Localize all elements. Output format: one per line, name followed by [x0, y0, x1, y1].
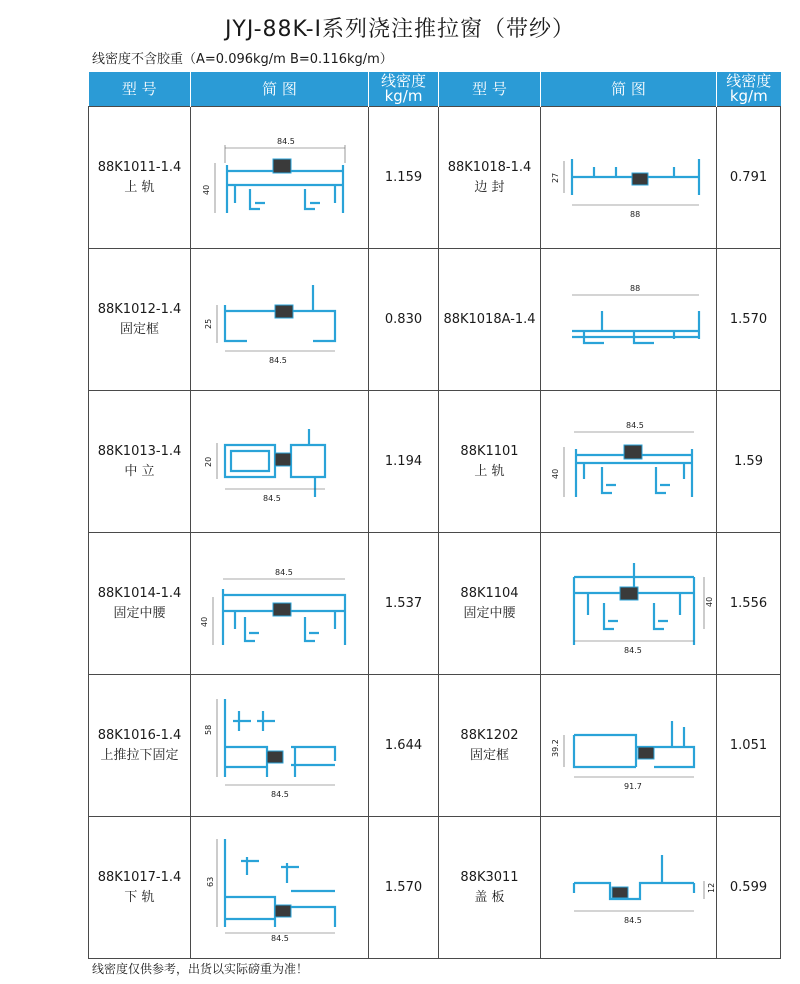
model-cell	[89, 107, 191, 249]
density-value: 1.570	[717, 249, 781, 391]
profile-diagram-88K1017	[195, 833, 365, 943]
profile-diagram-88K1011	[195, 123, 365, 233]
diagram-cell	[191, 107, 369, 249]
model-name: 固定框	[469, 747, 509, 763]
dimension-label: 25	[203, 318, 213, 329]
model-name: 上 轨	[124, 179, 155, 195]
density-value: 1.59	[717, 391, 781, 533]
dimension-label: 84.5	[274, 567, 293, 577]
model-cell	[89, 249, 191, 391]
density-note: 线密度不含胶重（A=0.096kg/m B=0.116kg/m）	[92, 52, 393, 67]
table-header-row	[89, 72, 781, 107]
model-cell	[89, 533, 191, 675]
model-name: 边 封	[474, 179, 505, 195]
dimension-label: 84.5	[623, 915, 642, 925]
model-name: 上 轨	[474, 463, 505, 479]
header-diagram: 简 图	[191, 72, 369, 107]
header-density-unit: kg/m	[384, 87, 423, 105]
diagram-cell	[541, 817, 717, 959]
model-code: 88K1018A-1.4	[443, 311, 536, 327]
dimension-label: 84.5	[262, 493, 281, 503]
model-cell	[439, 817, 541, 959]
page-title: JYJ-88K-Ⅰ系列浇注推拉窗（带纱）	[224, 17, 576, 42]
density-value: 1.159	[369, 107, 439, 249]
dimension-label: 84.5	[270, 933, 289, 943]
table-row	[89, 249, 781, 391]
header-density	[717, 72, 781, 107]
model-cell	[89, 675, 191, 817]
model-code: 88K1012-1.4	[97, 301, 182, 317]
table-row	[89, 675, 781, 817]
profile-diagram-88K1018	[544, 123, 714, 233]
profile-diagram-88K3011	[544, 833, 714, 943]
header-model: 型 号	[89, 72, 191, 107]
dimension-label: 84.5	[268, 355, 287, 365]
table-row	[89, 391, 781, 533]
density-value: 1.556	[717, 533, 781, 675]
dimension-label: 20	[203, 456, 213, 467]
profile-diagram-88K1202	[544, 691, 714, 801]
dimension-label: 84.5	[625, 420, 644, 430]
model-name: 固定中腰	[113, 605, 166, 621]
density-value: 0.791	[717, 107, 781, 249]
header-density-unit: kg/m	[729, 87, 768, 105]
diagram-cell	[191, 533, 369, 675]
model-name: 下 轨	[124, 889, 155, 905]
profile-diagram-88K1104	[544, 549, 714, 659]
dimension-label: 40	[550, 468, 560, 479]
profile-diagram-88K1012	[195, 265, 365, 375]
model-code: 88K3011	[460, 869, 519, 885]
model-cell	[439, 675, 541, 817]
model-code: 88K1016-1.4	[97, 727, 182, 743]
model-cell	[439, 533, 541, 675]
footnote: 线密度仅供参考，出货以实际磅重为准！	[92, 962, 309, 976]
diagram-cell	[541, 391, 717, 533]
dimension-label: 84.5	[623, 645, 642, 655]
model-code: 88K1014-1.4	[97, 585, 182, 601]
diagram-cell	[191, 249, 369, 391]
header-density	[369, 72, 439, 107]
model-cell	[89, 817, 191, 959]
dimension-label: 40	[199, 616, 209, 627]
density-value: 1.537	[369, 533, 439, 675]
model-cell	[439, 107, 541, 249]
header-density-label: 线密度	[380, 72, 426, 90]
model-code: 88K1101	[460, 443, 519, 459]
profile-diagram-88K1013	[195, 407, 365, 517]
profile-diagram-88K1014	[195, 549, 365, 659]
model-code: 88K1013-1.4	[97, 443, 182, 459]
dimension-label: 12	[706, 882, 716, 893]
model-code: 88K1104	[460, 585, 519, 601]
model-code: 88K1202	[460, 727, 519, 743]
model-cell	[89, 391, 191, 533]
model-code: 88K1017-1.4	[97, 869, 182, 885]
profile-diagram-88K1018A	[544, 265, 714, 375]
diagram-cell	[191, 391, 369, 533]
dimension-label: 91.7	[623, 781, 642, 791]
dimension-label: 58	[203, 724, 213, 735]
dimension-label: 27	[550, 172, 560, 183]
profile-diagram-88K1016	[195, 691, 365, 801]
profile-diagram-88K1101	[544, 407, 714, 517]
model-name: 上推拉下固定	[100, 747, 179, 763]
density-value: 1.644	[369, 675, 439, 817]
density-value: 0.599	[717, 817, 781, 959]
dimension-label: 63	[205, 876, 215, 887]
dimension-label: 84.5	[276, 136, 295, 146]
header-model: 型 号	[439, 72, 541, 107]
table-row	[89, 533, 781, 675]
model-code: 88K1018-1.4	[447, 159, 532, 175]
density-value: 0.830	[369, 249, 439, 391]
dimension-label: 88	[629, 283, 640, 293]
model-name: 盖 板	[474, 889, 505, 905]
dimension-label: 39.2	[550, 738, 560, 757]
table-row	[89, 817, 781, 959]
diagram-cell	[191, 675, 369, 817]
density-value: 1.194	[369, 391, 439, 533]
model-cell	[439, 391, 541, 533]
model-code: 88K1011-1.4	[97, 159, 182, 175]
density-value: 1.051	[717, 675, 781, 817]
density-value: 1.570	[369, 817, 439, 959]
dimension-label: 88	[629, 209, 640, 219]
model-name: 固定中腰	[463, 605, 516, 621]
model-cell	[439, 249, 541, 391]
diagram-cell	[541, 107, 717, 249]
profile-spec-table	[88, 72, 781, 959]
dimension-label: 40	[201, 184, 211, 195]
diagram-cell	[191, 817, 369, 959]
diagram-cell	[541, 533, 717, 675]
header-diagram: 简 图	[541, 72, 717, 107]
diagram-cell	[541, 675, 717, 817]
dimension-label: 84.5	[270, 789, 289, 799]
model-name: 中 立	[124, 463, 155, 479]
model-name: 固定框	[119, 321, 159, 337]
diagram-cell	[541, 249, 717, 391]
table-row	[89, 107, 781, 249]
dimension-label: 40	[704, 596, 714, 607]
header-density-label: 线密度	[726, 72, 772, 90]
